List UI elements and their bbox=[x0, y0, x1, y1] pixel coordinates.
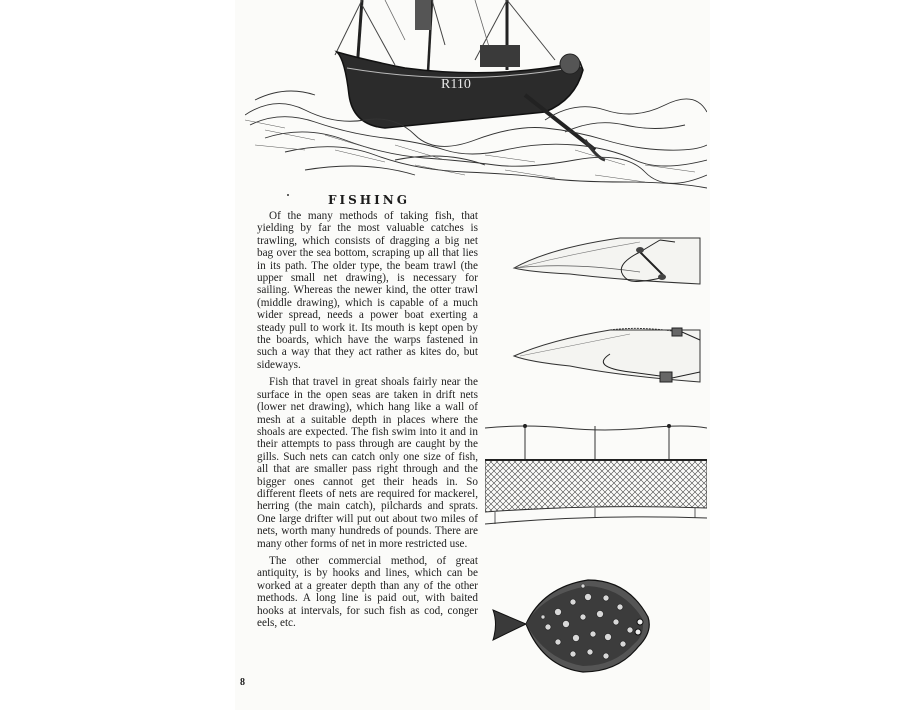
boat-registration: R110 bbox=[441, 77, 471, 92]
paragraph-trawling: Of the many methods of taking fish, that yielding by far the most valuable catches is trawling, which consists of dragging a big net bag over the sea bottom, scraping up all that lies in its path. The older type, the beam trawl (the upper small net drawing), is necessary for sailing. Whereas the newer kind, the otter trawl (middle drawing), which is capable of a much wider spread, needs a power boat exerting a steady pull to work it. Its mouth is kept open by the boards, which have the warps fastened in such a way that they act rather as kites do, but sideways. bbox=[257, 210, 478, 371]
plaice-fish-drawing bbox=[488, 572, 656, 677]
sailing-trawler-illustration bbox=[245, 0, 707, 190]
paragraph-drift-nets: Fish that travel in great shoals fairly near the surface in the open seas are taken in drift nets (lower net drawing), which hang like a wall of mesh at a suitable depth in places where the shoals are expected. The fish swim into it and in their attempts to pass through are caught by the gills. Such nets can catch only one size of fish, all that are smaller pass right through and the bigger ones cannot get their heads in. So different fleets of nets are required for mackerel, herring (the main catch), pilchards and sprats. One large drifter will put out about two miles of nets, worth many hundreds of pounds. There are many other forms of net in more restricted use. bbox=[257, 376, 478, 550]
beam-trawl-drawing bbox=[510, 232, 706, 294]
page-number: 8 bbox=[240, 677, 245, 688]
drift-net-drawing bbox=[485, 420, 707, 526]
body-text bbox=[257, 210, 478, 634]
paragraph-hooks-lines: The other commercial method, of great antiquity, is by hooks and lines, which can be worked at a greater depth than any of the other methods. A long line is paid out, with baited hooks at intervals, for such fish as cod, conger eels, etc. bbox=[257, 554, 478, 629]
heading-dot bbox=[287, 194, 289, 196]
otter-trawl-drawing bbox=[510, 322, 706, 388]
page-title: FISHING bbox=[328, 193, 410, 207]
